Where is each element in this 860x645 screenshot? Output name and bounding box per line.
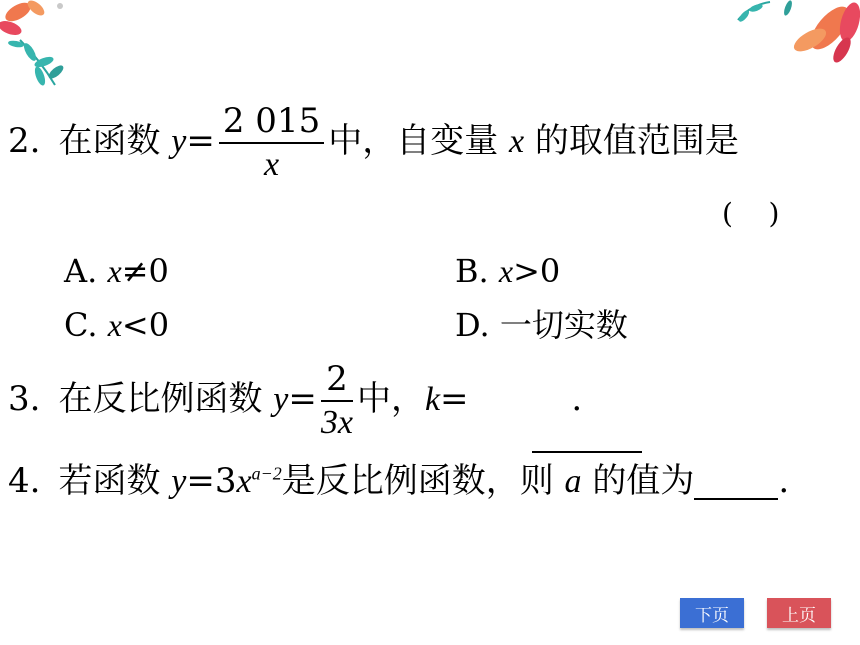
option-b <box>455 252 561 290</box>
variable-k: k <box>424 381 441 418</box>
option-label: D. <box>455 306 490 344</box>
option-value: 一切实数 <box>499 306 628 344</box>
option-d <box>455 306 628 344</box>
answer-blank[interactable] <box>694 464 778 500</box>
equals-sign: = <box>186 121 215 161</box>
option-var: x <box>498 253 514 289</box>
question-text: 中， <box>356 379 425 419</box>
fraction <box>219 101 324 183</box>
equals-sign: =3 <box>186 461 237 501</box>
question-2 <box>8 101 739 183</box>
answer-paren: ( ) <box>722 197 780 230</box>
variable-x: x <box>236 463 252 500</box>
floral-leaves-icon <box>730 0 860 75</box>
prev-page-button[interactable]: 上页 <box>767 598 831 628</box>
question-text: 中，自变量 <box>328 121 499 161</box>
question-number: 3. <box>8 379 41 419</box>
period: . <box>778 461 790 501</box>
equals-sign: = <box>440 379 469 419</box>
question-text: 的值为 <box>592 461 695 501</box>
fraction-numerator: 2 015 <box>219 104 324 144</box>
question-text: 在反比例函数 <box>58 379 263 419</box>
period: . <box>571 379 583 419</box>
equals-sign: = <box>288 379 317 419</box>
fraction-denominator: x <box>263 146 280 183</box>
option-label: A. <box>64 252 98 290</box>
next-page-button[interactable]: 下页 <box>680 598 744 628</box>
question-number: 4. <box>8 461 41 501</box>
question-4 <box>8 461 790 501</box>
answer-blank[interactable] <box>532 451 642 453</box>
exponent: a−2 <box>251 463 282 484</box>
question-text: 的取值范围是 <box>534 121 739 161</box>
variable-y: y <box>273 381 289 418</box>
variable-y: y <box>171 463 187 500</box>
question-number: 2. <box>8 121 41 161</box>
question-text: 若函数 <box>58 461 161 501</box>
fraction-denominator: 3x <box>320 404 353 441</box>
fraction <box>320 359 353 441</box>
option-var: x <box>107 253 122 289</box>
option-label: C. <box>64 306 98 344</box>
option-value: >0 <box>513 252 561 290</box>
fraction-numerator: 2 <box>321 362 353 402</box>
option-var: x <box>107 307 122 343</box>
option-a <box>64 252 169 290</box>
option-c <box>64 306 170 344</box>
question-3 <box>8 359 583 441</box>
variable-y: y <box>171 123 187 160</box>
floral-leaves-icon <box>0 0 90 95</box>
option-value: ≠0 <box>121 252 169 290</box>
option-label: B. <box>455 252 489 290</box>
option-value: <0 <box>121 306 170 344</box>
question-text: 是反比例函数，则 <box>281 461 554 501</box>
variable-a: a <box>564 463 582 500</box>
variable-x: x <box>509 123 525 160</box>
question-text: 在函数 <box>58 121 161 161</box>
